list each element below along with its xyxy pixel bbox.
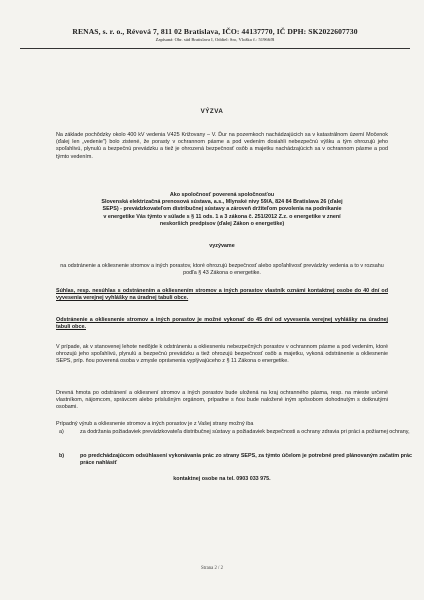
company-block (56, 192, 388, 228)
list-marker: a) (59, 429, 64, 435)
notice-deadline: Odstránenie a okliesnenie stromov a iných porastov je možné vykonať do 45 dní od vyvesenia verejnej vyhlášky na úradnej tabuli obce. (56, 317, 388, 331)
call-text: na odstránenie a okliesnenie stromov a iných porastov, ktoré ohrozujú bezpečnosť alebo spoľahlivosť prevádzky vedenia a to v rozsahu podľa § 43 Zákona o energetike. (60, 263, 384, 277)
document-title: VÝZVA (200, 108, 224, 115)
paragraph-timber: Drevná hmota po odstránení a okliesnení stromov a iných porastov bude uložená na kraj ochranného pásma, resp. na mieste určené vlastníkom, nájomcom, správcom alebo príslušným orgánom, prípadne s ňou bude naložené iným spôsobom dohodnutým s dotknutými osobami. (56, 390, 388, 411)
contact-line: kontaktnej osobe na tel. 0903 033 975. (173, 476, 271, 482)
list-marker: b) (59, 453, 65, 460)
list-item (56, 453, 412, 467)
list-item-text: po predchádzajúcom odsúhlasení vykonávania prác zo strany SEPS, za týmto účelom je potrebné pred plánovaným začatím prác práce nahlásiť (80, 453, 412, 467)
page-number: Strana 2 / 2 (201, 566, 223, 571)
company-line: v energetike Vás týmto v súlade s § 11 ods. 1 a 3 zákona č. 251/2012 Z.z. o energetike v znení (103, 213, 341, 220)
company-line: Slovenská elektrizačná prenosová sústava, a.s., Mlynské nivy 59/A, 824 84 Bratislava 26 (ďalej (101, 199, 343, 206)
list-item (56, 429, 412, 436)
call-heading: vyzývame (209, 243, 235, 249)
intro-paragraph: Na základe pochôdzky okolo 400 kV vedenia V425 Križovany – V. Ďur na pozemkoch nachádzajúcich sa v katastrálnom území Močenok (ďalej len „vedenie") bolo zistené, že porasty v ochrannom pásme a pod vedením dosiahli nebezpečnú výšku a tým ohrozujú jeho spoľahlivú, plynulú a bezpečnú prevádzku a tiež je ohrozená bezpečnosť osôb a majetku nachádzajúcich sa v ochrannom pásme a pod týmto vedením. (56, 132, 388, 160)
list-item-text: za dodržania požiadaviek prevádzkovateľa distribučnej sústavy a požiadaviek bezpečnosti a ochrany zdravia pri práci a požiarnej ochrany, (80, 429, 410, 435)
letterhead-divider (20, 48, 410, 49)
paragraph-enforcement: V prípade, ak v stanovenej lehote nedôjde k odstráneniu a okliesneniu nebezpečných porastov v ochrannom pásme a pod vedením, ktoré ohrozujú jeho spoľahlivú, plynulú a bezpečnú prevádzku a tiež ohrozujú bezpečnosť osôb a majetku, vykoná odstránenie a okliesnenie SEPS, príp. ňou poverená osoba v zmysle oprávnenia vyplývajúceho z § 11 Zákona o energetike. (56, 344, 388, 365)
paragraph-conditions: Prípadný výrub a okliesnenie stromov a iných porastov je z Vašej strany možný iba (56, 421, 254, 427)
company-line: Ako spoločnosť poverená spoločnosťou (169, 192, 275, 198)
registration-info: Zapísaná: Obr. súd Bratislava I, Oddiel: Sro, Vložka č.: 51966/B (155, 37, 275, 42)
company-info: RENAS, s. r. o., Révová 7, 811 02 Bratislava, IČO: 44137770, IČ DPH: SK2022607730 (72, 27, 358, 36)
notice-consent: Súhlas, resp. nesúhlas s odstránením a okliesnením stromov a iných porastov vlastník oznámi kontaktnej osobe do 40 dní od vyvesenia verejnej vyhlášky na úradnej tabuli obce. (56, 288, 388, 302)
letterhead (20, 27, 410, 42)
company-line: SEPS) - prevádzkovateľom distribučnej sústavy a zároveň držiteľom povolenia na podnikanie (102, 206, 342, 213)
company-line: neskorších predpisov (ďalej Zákon o energetike) (159, 220, 285, 227)
